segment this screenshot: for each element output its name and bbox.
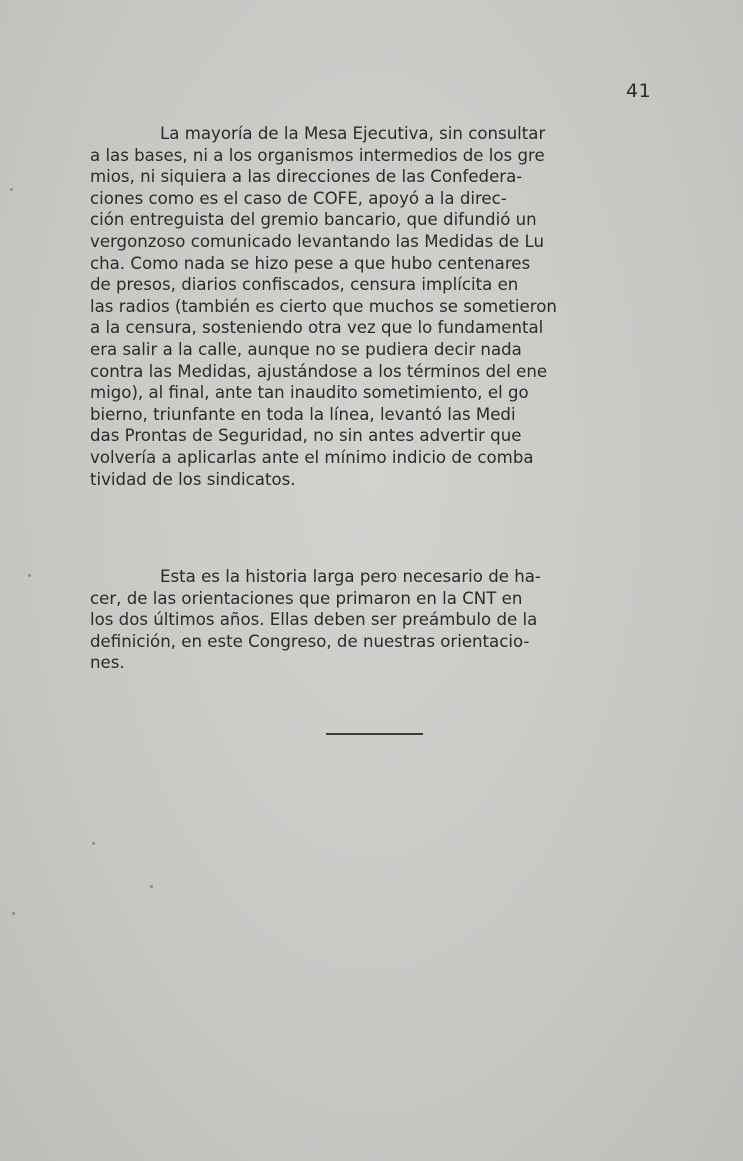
paper-speck	[28, 574, 31, 577]
text-line: las radios (también es cierto que muchos se sometieron	[90, 296, 557, 316]
text-line: a la censura, sosteniendo otra vez que lo fundamental	[90, 318, 544, 338]
text-line: cer, de las orientaciones que primaron en la CNT en	[90, 588, 523, 608]
paper-speck	[10, 188, 13, 191]
text-line: a las bases, ni a los organismos intermedios de los gre	[90, 145, 545, 165]
text-line: era salir a la calle, aunque no se pudiera decir nada	[90, 339, 522, 359]
text-line: los dos últimos años. Ellas deben ser preámbulo de la	[90, 610, 538, 630]
paragraph-2	[90, 566, 668, 674]
text-line: La mayoría de la Mesa Ejecutiva, sin consultar	[160, 124, 546, 143]
text-line: contra las Medidas, ajustándose a los términos del ene	[90, 361, 548, 381]
paper-speck	[92, 842, 95, 845]
text-line: Esta es la historia larga pero necesario de ha-	[160, 567, 541, 586]
text-line: nes.	[90, 653, 125, 673]
paper-speck	[150, 885, 153, 888]
text-line: definición, en este Congreso, de nuestras orientacio-	[90, 631, 530, 651]
paragraph-1	[90, 123, 668, 490]
text-line: mios, ni siquiera a las direcciones de las Confedera-	[90, 167, 523, 187]
text-line: de presos, diarios confiscados, censura implícita en	[90, 275, 519, 295]
text-line: migo), al final, ante tan inaudito sometimiento, el go	[90, 383, 529, 403]
text-line: tividad de los sindicatos.	[90, 469, 296, 489]
page-number: 41	[626, 80, 652, 102]
text-line: das Prontas de Seguridad, no sin antes advertir que	[90, 426, 522, 446]
text-line: volvería a aplicarlas ante el mínimo indicio de comba	[90, 447, 534, 467]
text-line: ciones como es el caso de COFE, apoyó a la direc-	[90, 188, 507, 208]
text-line: cha. Como nada se hizo pese a que hubo centenares	[90, 253, 531, 273]
text-line: vergonzoso comunicado levantando las Medidas de Lu	[90, 231, 544, 251]
paper-speck	[12, 912, 15, 915]
text-line: bierno, triunfante en toda la línea, levantó las Medi	[90, 404, 516, 424]
section-divider	[326, 733, 423, 735]
text-line: ción entreguista del gremio bancario, que difundió un	[90, 210, 537, 230]
